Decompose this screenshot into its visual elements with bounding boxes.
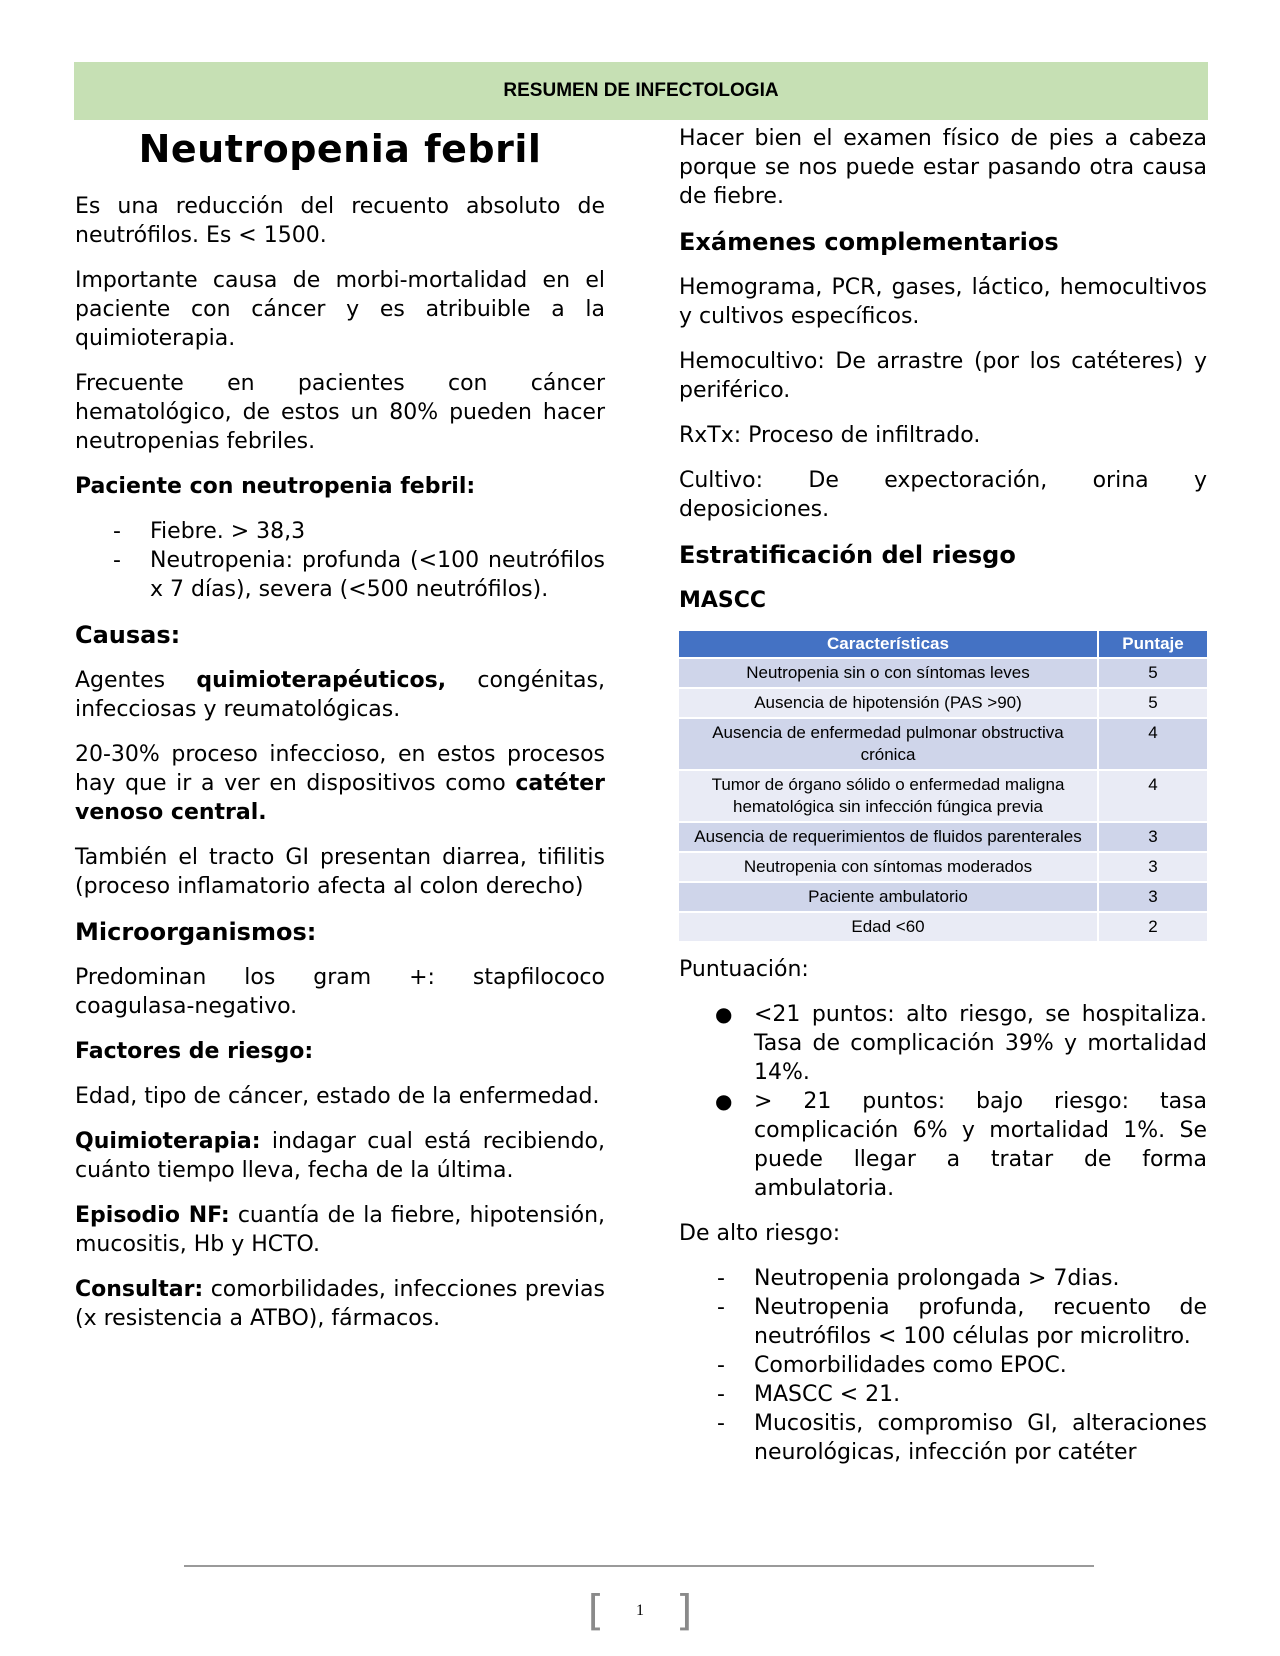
- chemotherapy-paragraph: Quimioterapia: indagar cual está recibiendo, cuánto tiempo lleva, fecha de la última.: [75, 1129, 605, 1183]
- page-number: 1: [636, 1601, 644, 1619]
- score-heading: Puntuación:: [679, 957, 809, 982]
- header-title: RESUMEN DE INFECTOLOGIA: [503, 80, 779, 101]
- right-column: [679, 124, 1207, 1483]
- table-row: Ausencia de hipotensión (PAS >90) 5: [679, 688, 1207, 718]
- left-column: [75, 124, 605, 1349]
- list-item: - MASCC < 21.: [717, 1382, 901, 1407]
- patient-criteria-list: [75, 517, 605, 604]
- exam-paragraph: Hacer bien el examen físico de pies a cabeza porque se nos puede estar pasando otra causa de fiebre.: [679, 126, 1207, 209]
- left-bracket-icon: [: [587, 1586, 604, 1635]
- footer-divider: [184, 1565, 1094, 1567]
- exams-paragraph-2: Hemocultivo: De arrastre (por los catéteres) y periférico.: [679, 349, 1207, 403]
- right-bracket-icon: ]: [676, 1586, 693, 1635]
- table-row: Edad <60 2: [679, 912, 1207, 941]
- consult-paragraph: Consultar: comorbilidades, infecciones previas (x resistencia a ATBO), fármacos.: [75, 1277, 605, 1331]
- table-header-characteristics: Características: [679, 631, 1098, 658]
- mascc-table: [679, 631, 1207, 941]
- table-row: Neutropenia sin o con síntomas leves 5: [679, 658, 1207, 688]
- high-risk-heading: De alto riesgo:: [679, 1221, 841, 1246]
- list-item: - Mucositis, compromiso GI, alteraciones neurológicas, infección por catéter: [717, 1411, 1207, 1465]
- risk-factors-heading: Factores de riesgo:: [75, 1039, 314, 1064]
- patient-heading: Paciente con neutropenia febril:: [75, 474, 476, 499]
- definition-paragraph: Es una reducción del recuento absoluto de neutrófilos. Es < 1500.: [75, 194, 605, 248]
- list-item: - Neutropenia: profunda (<100 neutrófilos x 7 días), severa (<500 neutrófilos).: [113, 548, 605, 602]
- exams-heading: Exámenes complementarios: [679, 228, 1059, 256]
- high-risk-list: [679, 1264, 1207, 1467]
- list-item: - Comorbilidades como EPOC.: [717, 1353, 1067, 1378]
- mascc-heading: MASCC: [679, 588, 767, 613]
- page-title: Neutropenia febril: [138, 127, 542, 171]
- table-row: Tumor de órgano sólido o enfermedad maligna hematológica sin infección fúngica previa 4: [679, 770, 1207, 822]
- table-row: Ausencia de enfermedad pulmonar obstructiva crónica 4: [679, 718, 1207, 770]
- exams-paragraph-3: RxTx: Proceso de infiltrado.: [679, 423, 981, 448]
- table-row: Neutropenia con síntomas moderados 3: [679, 852, 1207, 882]
- table-row: Paciente ambulatorio 3: [679, 882, 1207, 912]
- risk-factors-paragraph: Edad, tipo de cáncer, estado de la enfermedad.: [75, 1084, 600, 1109]
- page-number-footer: [0, 1586, 1280, 1635]
- document-header: [74, 62, 1208, 120]
- importance-paragraph: Importante causa de morbi-mortalidad en el paciente con cáncer y es atribuible a la quimioterapia.: [75, 268, 605, 351]
- score-list: [679, 1000, 1207, 1203]
- stratification-heading: Estratificación del riesgo: [679, 541, 1016, 569]
- list-item: - Neutropenia prolongada > 7dias.: [717, 1266, 1120, 1291]
- causes-paragraph-1: Agentes quimioterapéuticos, congénitas, infecciosas y reumatológicas.: [75, 668, 605, 722]
- exams-paragraph-1: Hemograma, PCR, gases, láctico, hemocultivos y cultivos específicos.: [679, 275, 1207, 329]
- microorganisms-paragraph: Predominan los gram +: stapfilococo coagulasa-negativo.: [75, 965, 605, 1019]
- causes-heading: Causas:: [75, 621, 181, 649]
- episode-paragraph: Episodio NF: cuantía de la fiebre, hipotensión, mucositis, Hb y HCTO.: [75, 1203, 606, 1257]
- list-item: - Fiebre. > 38,3: [113, 519, 306, 544]
- causes-paragraph-3: También el tracto GI presentan diarrea, tifilitis (proceso inflamatorio afecta al colon derecho): [75, 845, 605, 899]
- causes-paragraph-2: 20-30% proceso infeccioso, en estos procesos hay que ir a ver en dispositivos como catéter venoso central.: [75, 742, 605, 825]
- list-item: - Neutropenia profunda, recuento de neutrófilos < 100 células por microlitro.: [717, 1295, 1207, 1349]
- list-item: ● > 21 puntos: bajo riesgo: tasa complicación 6% y mortalidad 1%. Se puede llegar a tratar de forma ambulatoria.: [715, 1089, 1207, 1201]
- table-row: Ausencia de requerimientos de fluidos parenterales 3: [679, 822, 1207, 852]
- microorganisms-heading: Microorganismos:: [75, 918, 317, 946]
- exams-paragraph-4: Cultivo: De expectoración, orina y deposiciones.: [679, 468, 1207, 522]
- frequency-paragraph: Frecuente en pacientes con cáncer hematológico, de estos un 80% pueden hacer neutropenias febriles.: [75, 371, 605, 454]
- table-header-score: Puntaje: [1098, 631, 1207, 658]
- list-item: ● <21 puntos: alto riesgo, se hospitaliza. Tasa de complicación 39% y mortalidad 14%.: [715, 1002, 1207, 1085]
